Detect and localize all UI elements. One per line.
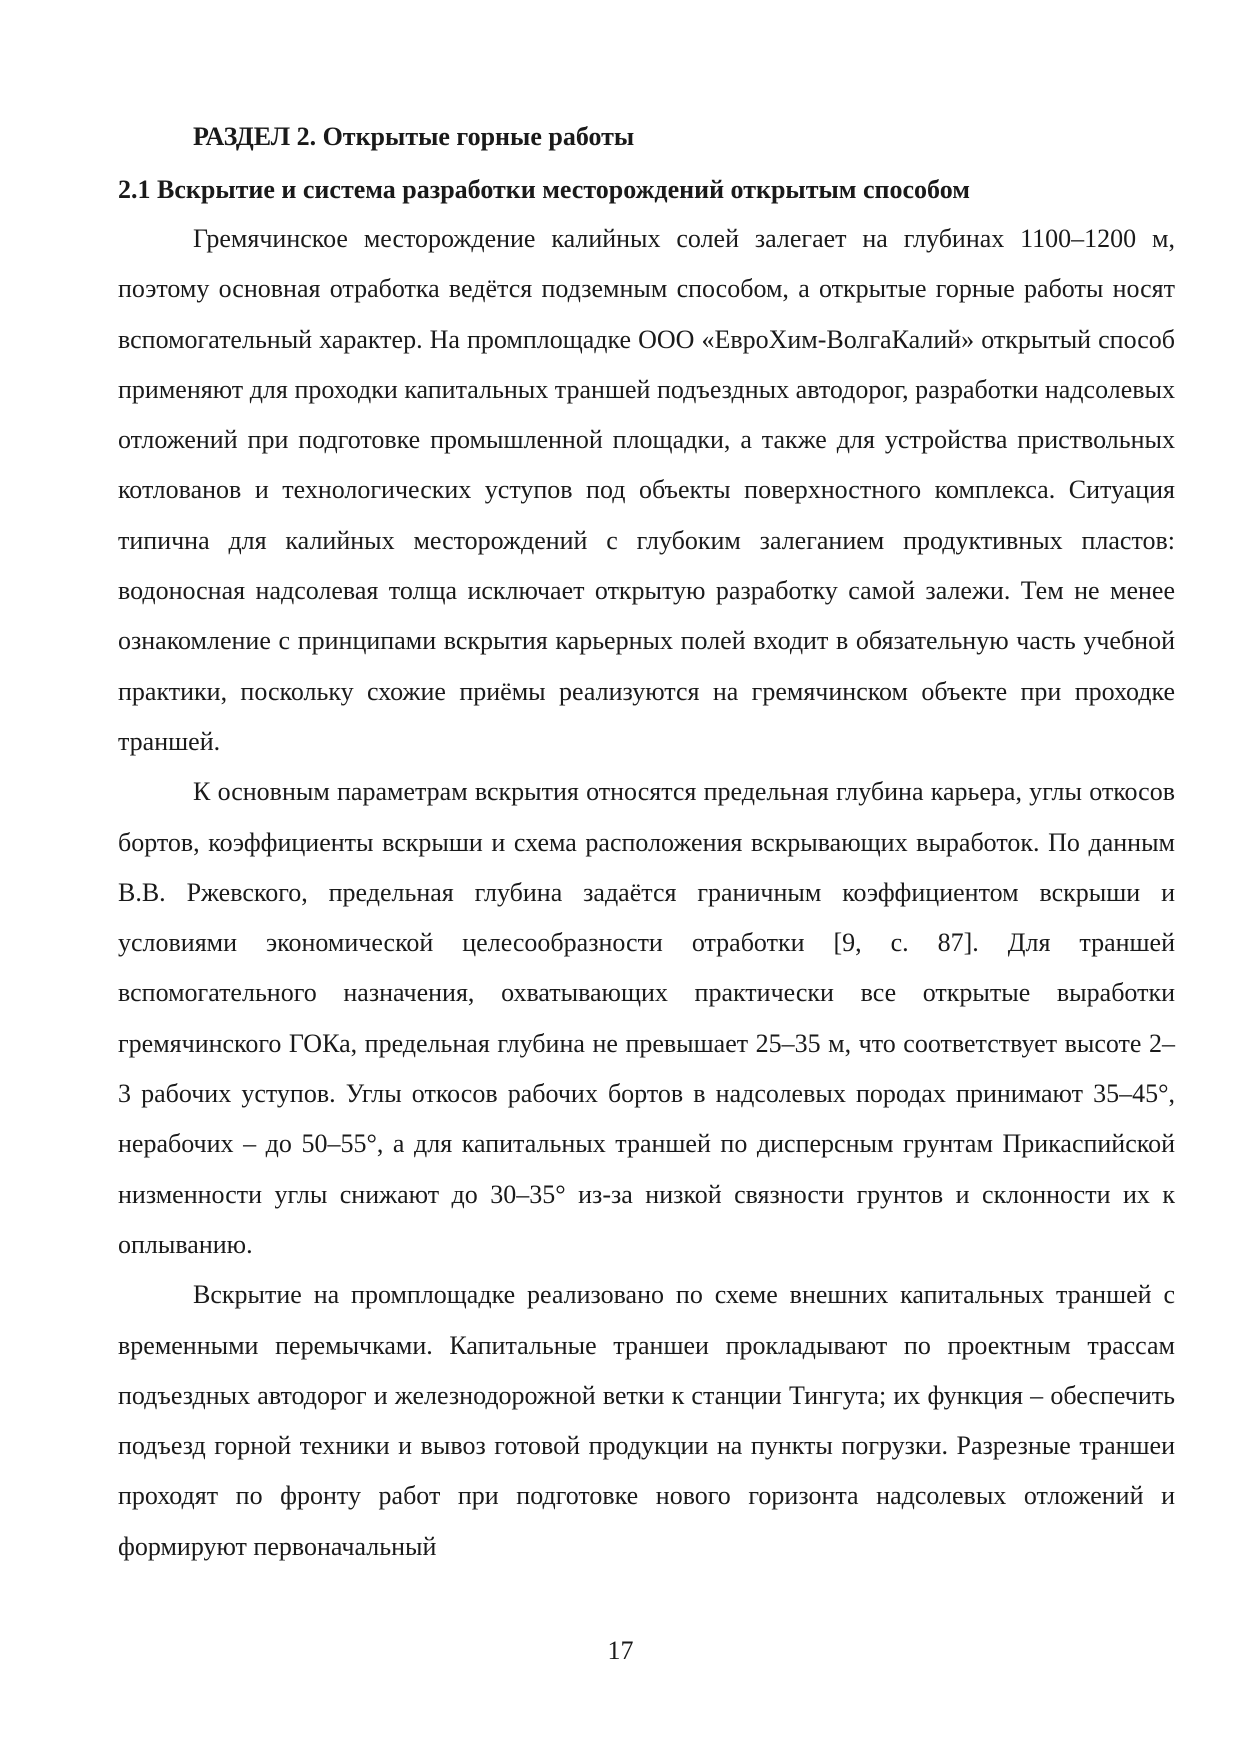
page-number: 17 [607, 1636, 634, 1665]
paragraph-1: Гремячинское месторождение калийных солей залегает на глубинах 1100–1200 м, поэтому основная отработка ведётся подземным способом, а открытые горные работы носят вспомогательный характер. На промплощадке ООО «ЕвроХим-ВолгаКалий» открытый способ применяют для проходки капитальных траншей подъездных автодорог, разработки надсолевых отложений при подготовке промышленной площадки, а также для устройства приствольных котлованов и технологических уступов под объекты поверхностного комплекса. Ситуация типична для калийных месторождений с глубоким залеганием продуктивных пластов: водоносная надсолевая толща исключает открытую разработку самой залежи. Тем не менее ознакомление с принципами вскрытия карьерных полей входит в обязательную часть учебной практики, поскольку схожие приёмы реализуются на гремячинском объекте при проходке траншей. [118, 224, 1175, 756]
paragraph-2: К основным параметрам вскрытия относятся предельная глубина карьера, углы откосов бортов, коэффициенты вскрыши и схема расположения вскрывающих выработок. По данным В.В. Ржевского, предельная глубина задаётся граничным коэффициентом вскрыши и условиями экономической целесообразности отработки [9, с. 87]. Для траншей вспомогательного назначения, охватывающих практически все открытые выработки гремячинского ГОКа, предельная глубина не превышает 25–35 м, что соответствует высоте 2–3 рабочих уступов. Углы откосов рабочих бортов в надсолевых породах принимают 35–45°, нерабочих – до 50–55°, а для капитальных траншей по дисперсным грунтам Прикаспийской низменности углы снижают до 30–35° из-за низкой связности грунтов и склонности их к оплыванию. [118, 777, 1175, 1259]
paragraph-3: Вскрытие на промплощадке реализовано по схеме внешних капитальных траншей с временными перемычками. Капитальные траншеи прокладывают по проектным трассам подъездных автодорог и железнодорожной ветки к станции Тингута; их функция – обеспечить подъезд горной техники и вывоз готовой продукции на пункты погрузки. Разрезные траншеи проходят по фронту работ при подготовке нового горизонта надсолевых отложений и формируют первоначальный [118, 1280, 1175, 1561]
subsection-title: 2.1 Вскрытие и система разработки месторождений открытым способом [118, 175, 970, 204]
document-page [118, 108, 1175, 1572]
section-title: РАЗДЕЛ 2. Открытые горные работы [193, 122, 635, 151]
